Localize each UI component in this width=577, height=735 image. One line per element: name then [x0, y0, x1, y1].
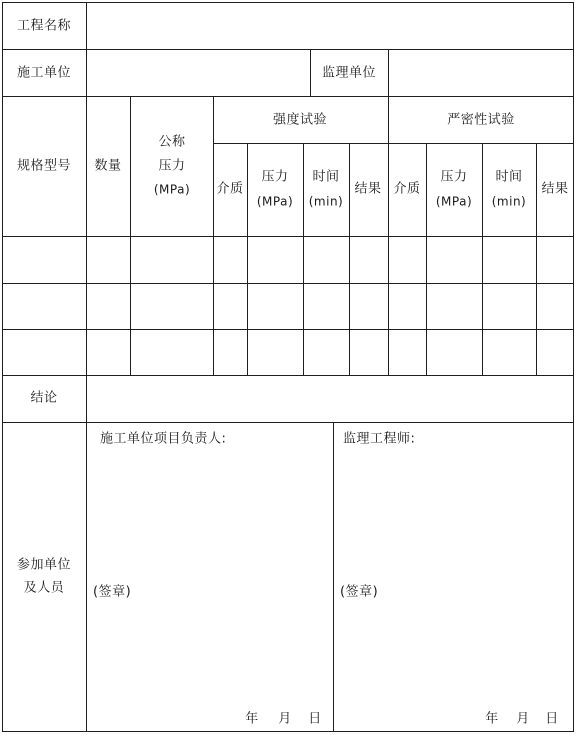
strength-time-header: 时间 — [312, 169, 340, 185]
construction-unit-label: 施工单位 — [16, 65, 72, 81]
strength-time-unit: (min) — [308, 194, 344, 209]
date-year-label: 年 — [245, 711, 259, 727]
strength-medium-header: 介质 — [216, 181, 244, 197]
project-name-field[interactable] — [87, 3, 573, 49]
tightness-test-label: 严密性试验 — [447, 112, 515, 128]
spec-model-label: 规格型号 — [16, 158, 72, 174]
seal-label: (签章) — [93, 584, 132, 600]
seal-label: (签章) — [340, 584, 379, 600]
supervision-unit-field[interactable] — [389, 50, 573, 96]
row-divider — [2, 96, 574, 97]
construction-unit-field[interactable] — [87, 50, 310, 96]
project-name-label: 工程名称 — [16, 18, 72, 34]
date-month-label: 月 — [516, 711, 530, 727]
nominal-pressure-unit: (MPa) — [153, 182, 191, 197]
strength-result-header: 结果 — [354, 181, 382, 197]
date-month-label: 月 — [278, 711, 292, 727]
construction-manager-label: 施工单位项目负责人: — [100, 431, 227, 447]
data-row[interactable] — [3, 284, 573, 329]
quantity-label: 数量 — [94, 158, 122, 174]
border-bottom — [2, 731, 574, 732]
tightness-medium-header: 介质 — [393, 181, 421, 197]
date-day-label: 日 — [308, 711, 322, 727]
strength-pressure-unit: (MPa) — [256, 194, 294, 209]
participants-label: 参加单位 — [16, 557, 72, 573]
border-right — [573, 2, 574, 732]
tightness-time-header: 时间 — [495, 169, 523, 185]
strength-test-label: 强度试验 — [272, 112, 328, 128]
tightness-result-header: 结果 — [541, 181, 569, 197]
tightness-pressure-unit: (MPa) — [435, 194, 473, 209]
participants-label: 及人员 — [23, 580, 65, 596]
supervisor-signature-area[interactable] — [334, 423, 573, 731]
conclusion-field[interactable] — [87, 376, 573, 422]
col-divider — [310, 49, 311, 97]
construction-signature-area[interactable] — [87, 423, 333, 731]
conclusion-label: 结论 — [30, 390, 58, 406]
supervisor-label: 监理工程师: — [343, 431, 416, 447]
nominal-pressure-label: 压力 — [158, 158, 186, 174]
tightness-time-unit: (min) — [491, 194, 527, 209]
row-divider — [213, 143, 574, 144]
strength-pressure-header: 压力 — [261, 169, 289, 185]
date-day-label: 日 — [545, 711, 559, 727]
data-row[interactable] — [3, 330, 573, 375]
nominal-pressure-label: 公称 — [158, 134, 186, 150]
tightness-pressure-header: 压力 — [440, 169, 468, 185]
date-year-label: 年 — [485, 711, 499, 727]
supervision-unit-label: 监理单位 — [321, 65, 377, 81]
data-row[interactable] — [3, 237, 573, 283]
